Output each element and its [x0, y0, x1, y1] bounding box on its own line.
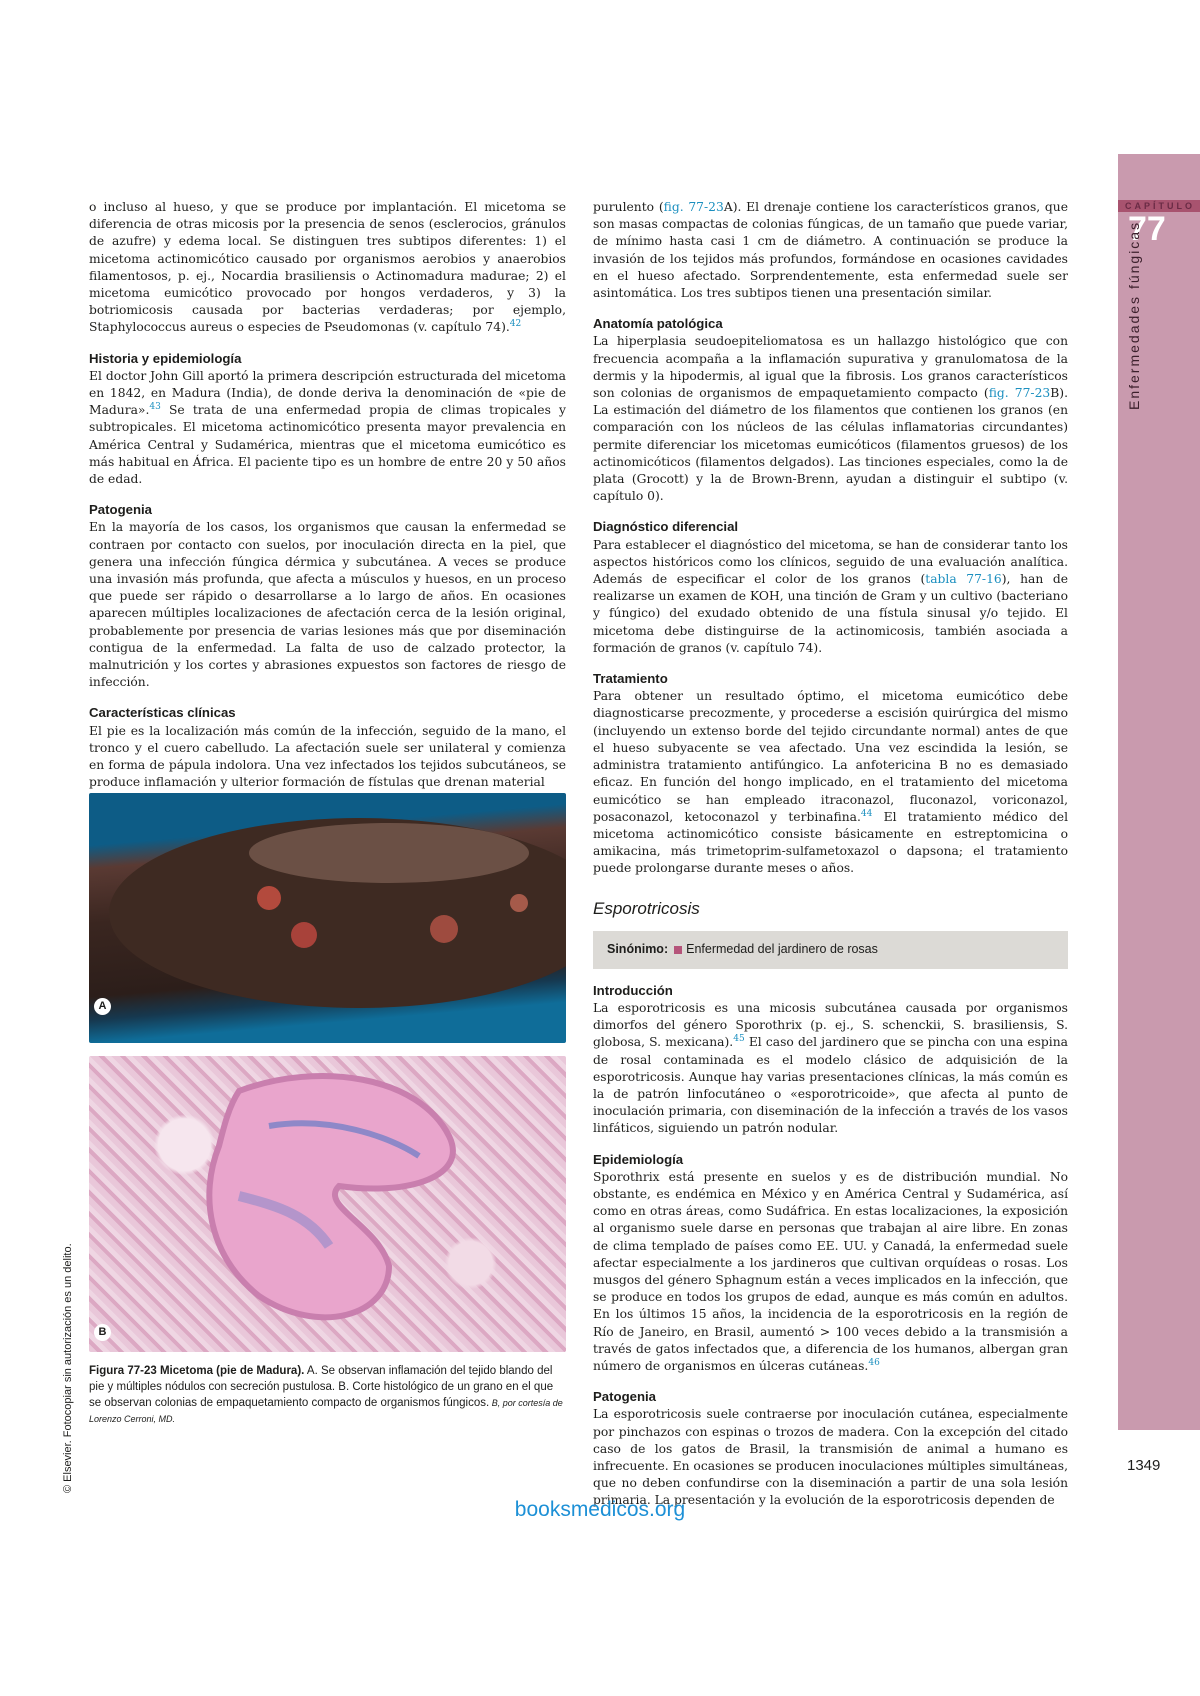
text: purulento ( — [593, 200, 664, 214]
text: El caso del jardinero que se pincha con una espina de rosal contaminada es el modelo clásico de adquisición de la esporotricosis. Aunque hay varias presentaciones clínicas, la más común es la de patrón linfocutáneo o «esporotricoide», que afecta al punto de inoculación primaria, con diseminación de la infección a través de los vasos linfáticos, siguiendo un patrón nodular. — [593, 1035, 1068, 1136]
paragraph — [593, 688, 1068, 877]
text: Sporothrix está presente en suelos y es de distribución mundial. No obstante, es endémica en México y en América Central y Sudamérica, así como en otras áreas, como Sudáfrica. En estas localizaciones, la exposición al organismo suele darse en personas que trabajan al aire libre. En zonas de clima templado de países como EE. UU. y Canadá, la enfermedad suele afectar especialmente a los jardineros que cultivan orquídeas o rosas. Los musgos del género Sphagnum están a veces implicados en la infección, que se produce en todos los grupos de edad, aunque es más común en adultos. En los últimos 15 años, la incidencia de la esporotricosis en la región de Río de Janeiro, en Brasil, aumentó > 100 veces debido a la transmisión a través de gatos infectados que, a diferencia de los humanos, albergan gran número de organismos en úlceras cutáneas. — [593, 1169, 1068, 1373]
synonym-value: Enfermedad del jardinero de rosas — [686, 942, 878, 957]
chapter-number: 77 — [1128, 210, 1166, 248]
right-column — [593, 199, 1068, 1510]
figure-label-a: A — [94, 998, 111, 1015]
paragraph: En la mayoría de los casos, los organismos que causan la enfermedad se contraen por contacto con suelos, por inoculación directa en la piel, que genera una infección fúngica dérmica y subcutánea. A veces se produce una invasión más profunda, que afecta a músculos y huesos, en un proceso que puede ser rápido o desarrollarse a lo largo de años. En ocasiones aparecen múltiples localizaciones de afectación cerca de la lesión original, probablemente por presencia de varias lesiones más que por diseminación contigua de la enfermedad. La falta de uso de calzado protector, la malnutrición y los cortes y abrasiones expuestos son factores de riesgo de infección. — [89, 520, 566, 690]
paragraph — [593, 199, 1068, 302]
left-column — [89, 199, 566, 792]
caption-credit: B, por cortesía de Lorenzo Cerroni, MD. — [89, 1398, 563, 1424]
text: Para obtener un resultado óptimo, el micetoma eumicótico debe diagnosticarse precozmente, y procederse a escisión quirúrgica del mismo (incluyendo un extenso borde del tejido circundante normal) antes de que el hueso subyacente se vea afectado. Una vez escindida la lesión, se administra tratamiento antifúngico. La anfotericina B no es demasiado eficaz. En función del hongo implicado, en el tratamiento del micetoma eumicótico se han empleado itraconazol, fluconazol, voriconazol, posaconazol, ketoconazol y terbinafina. — [593, 689, 1068, 824]
reference[interactable]: 42 — [509, 319, 522, 330]
caption-title: Figura 77-23 Micetoma (pie de Madura). — [89, 1365, 305, 1377]
figure-label-b: B — [94, 1324, 111, 1341]
paragraph — [89, 368, 566, 488]
paragraph — [593, 537, 1068, 657]
text: Para establecer el diagnóstico del micetoma, se han de considerar tanto los aspectos históricos como los clínicos, seguido de una evaluación analítica. Además de especificar el color de los granos ( — [593, 537, 1068, 587]
section-heading: Tratamiento — [593, 671, 668, 687]
text: La esporotricosis es una micosis subcutánea causada por organismos dimorfos del género Sporothrix (p. ej., S. schenckii, S. brasiliensis, S. globosa, S. mexicana). — [593, 1000, 1068, 1050]
paragraph: El pie es la localización más común de la infección, seguido de la mano, el tronco y el cuero cabelludo. La afectación suele ser unilateral y comienza en forma de pápula indolora. Una vez infectados los tejidos subcutáneos, se produce inflamación y ulterior formación de fístulas que drenan material — [89, 723, 566, 790]
page-number: 1349 — [1127, 1457, 1161, 1474]
section-heading: Historia y epidemiología — [89, 350, 242, 366]
reference[interactable]: 44 — [860, 808, 873, 819]
grain-illustration — [89, 1056, 566, 1352]
paragraph — [89, 199, 566, 337]
paragraph: La esporotricosis suele contraerse por inoculación cutánea, especialmente por pinchazos con espinas o trozos de madera. Con la excepción del citado caso de los gatos de Brasil, la transmisión de animal a humano es infrecuente. En ocasiones se producen inoculaciones múltiples simultáneas, que no deben confundirse con la diseminación a partir de una sola lesión primaria. La presentación y la evolución de la esporotricosis dependen de — [593, 1407, 1068, 1508]
text: El tratamiento médico del micetoma actinomicótico consiste básicamente en estreptomicina o amikacina, más trimetoprim-sulfametoxazol o dapsona; el tratamiento puede prolongarse durante meses o años. — [593, 809, 1068, 876]
section-heading: Anatomía patológica — [593, 316, 723, 332]
text: ), han de realizarse un examen de KOH, una tinción de Gram y un cultivo (bacteriano y fúngico) del exudado obtenido de una fístula sinusal y/o tejido. El micetoma debe distinguirse de la actinomicosis, también asociada a formación de granos (v. capítulo 74). — [593, 572, 1068, 655]
section-title: Esporotricosis — [593, 898, 700, 918]
paragraph — [593, 1169, 1068, 1375]
table-link[interactable]: tabla 77-16 — [925, 572, 1002, 587]
copyright-notice: © Elsevier. Fotocopiar sin autorización es un delito. — [62, 1243, 74, 1493]
clinical-photo — [89, 793, 566, 1043]
figure-link[interactable]: fig. 77-23 — [988, 386, 1051, 401]
intro-text: o incluso al hueso, y que se produce por implantación. El micetoma se diferencia de otras micosis por la presencia de senos (esclerocios, gránulos de azufre) y edema local. Se distinguen tres subtipos diferentes: 1) el micetoma actinomicótico causado por organismos aerobios y anaerobios filamentosos, p. ej., Nocardia brasiliensis o Actinomadura madurae; 2) el micetoma eumicótico provocado por hongos verdaderos, y 3) la botriomicosis causada por bacterias verdaderas; por ejemplo, Staphylococcus aureus o especies de Pseudomonas (v. capítulo 74). — [89, 200, 566, 335]
paragraph — [593, 1000, 1068, 1138]
bullet-icon — [674, 946, 682, 954]
watermark-link[interactable]: booksmedicos.org — [514, 1498, 686, 1521]
synonym-box — [593, 931, 1068, 969]
text: Se trata de una enfermedad propia de climas tropicales y subtropicales. El micetoma actinomicótico presenta mayor prevalencia en América Central y Sudamérica, mientras que el micetoma eumicótico es más habitual en África. El paciente tipo es un hombre de entre 20 y 50 años de edad. — [89, 403, 566, 487]
paragraph — [593, 333, 1068, 505]
text: B). La estimación del diámetro de los filamentos que contienen los granos (en comparación con los núcleos de las células inflamatorias circundantes) permite diferenciar los micetomas eumicóticos (filamentos gruesos) de los actinomicóticos (filamentos delgados). Las tinciones especiales, como la de plata (Grocott) y la de Brown-Brenn, ayudan a distinguir el subtipo (v. capítulo 0). — [593, 386, 1068, 504]
text: A). El drenaje contiene los característicos granos, que son masas compactas de colonias fúngicas, de un tamaño que puede variar, de mínimo hasta casi 1 cm de diámetro. A continuación se produce la invasión de los tejidos más profundos, formándose en ocasiones cavidades en el hueso afectado. Sorprendentemente, esta enfermedad suele ser asintomática. Los tres subtipos tienen una presentación similar. — [593, 200, 1068, 301]
caption-text: A. Se observan inflamación del tejido blando del pie y múltiples nódulos con secreción pustulosa. B. Corte histológico de un grano en el que se observan colonias de empaquetamiento compacto de organismos fúngicos. — [89, 1365, 554, 1409]
chapter-label: CAPÍTULO — [1125, 201, 1195, 211]
figure-link[interactable]: fig. 77-23 — [663, 200, 724, 214]
section-heading: Patogenia — [89, 502, 153, 518]
section-heading: Patogenia — [593, 1389, 657, 1405]
histology-photo — [89, 1056, 566, 1352]
section-heading: Introducción — [593, 982, 673, 998]
reference[interactable]: 46 — [868, 1357, 880, 1368]
section-heading: Epidemiología — [593, 1151, 684, 1167]
section-heading: Características clínicas — [89, 705, 236, 721]
chapter-side-title: Enfermedades fúngicas — [1126, 220, 1142, 410]
synonym-label: Sinónimo: — [607, 942, 669, 957]
text: El doctor John Gill aportó la primera descripción estructurada del micetoma en 1842, en Madura (India), de donde deriva la denominación de «pie de Madura». — [89, 368, 566, 418]
reference[interactable]: 45 — [733, 1034, 745, 1045]
figure-caption — [89, 1363, 566, 1427]
foot-illustration — [89, 793, 566, 1043]
section-heading: Diagnóstico diferencial — [593, 519, 739, 535]
reference[interactable]: 43 — [149, 402, 161, 413]
text: La hiperplasia seudoepiteliomatosa es un hallazgo histológico que con frecuencia acompaña a la inflamación supurativa y granulomatosa de la dermis y la hipodermis, al igual que la fibrosis. Los granos característicos son colonias de organismos de empaquetamiento compacto ( — [593, 334, 1068, 401]
